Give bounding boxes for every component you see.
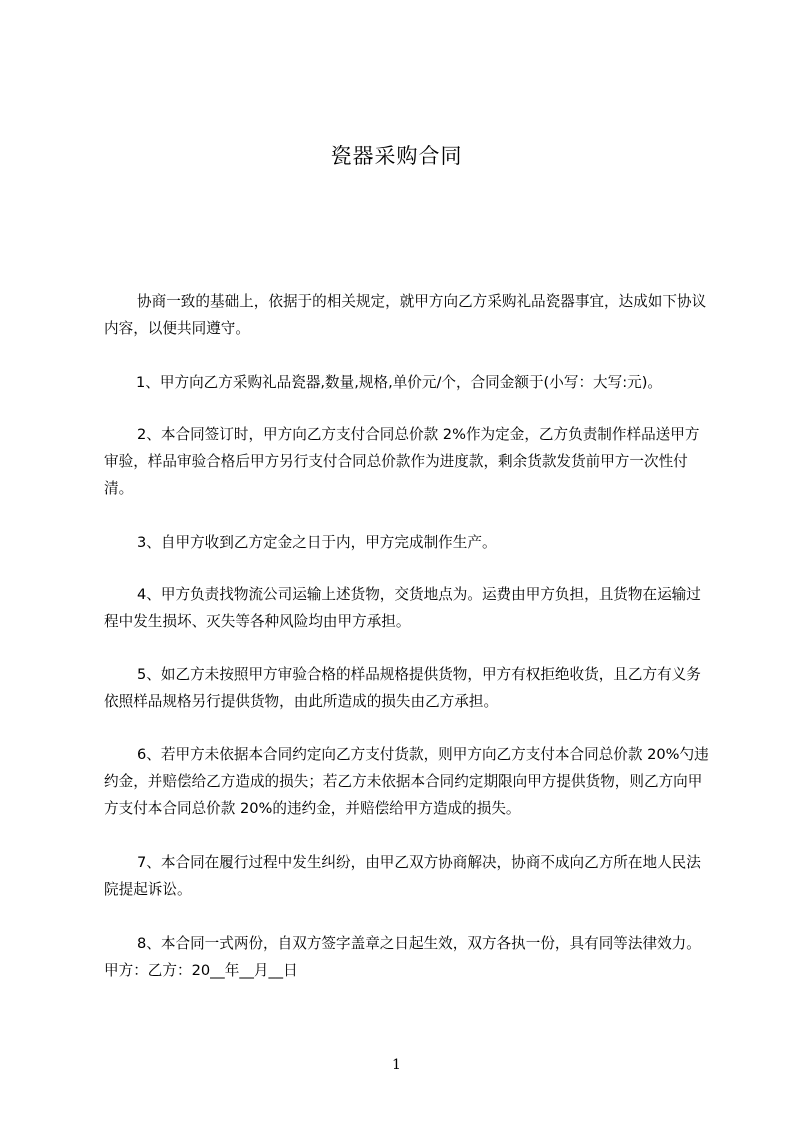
clause-7: 7、本合同在履行过程中发生纠纷，由甲乙双方协商解决，协商不成向乙方所在地人民法院提起诉讼。 [104,854,701,898]
page-number: 1 [392,1057,401,1073]
clause-4: 4、甲方负责找物流公司运输上述货物，交货地点为。运费由甲方负担，且货物在运输过程中发生损坏、灭失等各种风险均由甲方承担。 [104,586,701,630]
document-title: 瓷器采购合同 [330,144,463,168]
clause-2: 2、本合同签订时，甲方向乙方支付合同总价款 2%作为定金，乙方负责制作样品送甲方审验，样品审验合格后甲方另行支付合同总价款作为进度款，剩余货款发货前甲方一次性付清。 [104,426,700,497]
clause-1: 1、甲方向乙方采购礼品瓷器,数量,规格,单价元/个，合同金额于(小写：大写:元)。 [136,374,663,391]
intro-paragraph: 协商一致的基础上，依据于的相关规定，就甲方向乙方采购礼品瓷器事宜，达成如下协议内容，以便共同遵守。 [104,293,707,337]
clause-6: 6、若甲方未依据本合同约定向乙方支付货款，则甲方向乙方支付本合同总价款 20%勺违约金，并赔偿给乙方造成的损失；若乙方未依据本合同约定期限向甲方提供货物，则乙方向甲方支付本合同总价款 20%的违约金，并赔偿给甲方造成的损失。 [104,746,709,817]
clause-3: 3、自甲方收到乙方定金之日于内，甲方完成制作生产。 [137,534,497,551]
clause-8: 8、本合同一式两份，自双方签字盖章之日起生效，双方各执一份，具有同等法律效力。甲方：乙方：20__年__月__日 [104,935,701,979]
clause-5: 5、如乙方未按照甲方审验合格的样品规格提供货物，甲方有权拒绝收货，且乙方有义务依照样品规格另行提供货物，由此所造成的损失由乙方承担。 [104,666,701,710]
